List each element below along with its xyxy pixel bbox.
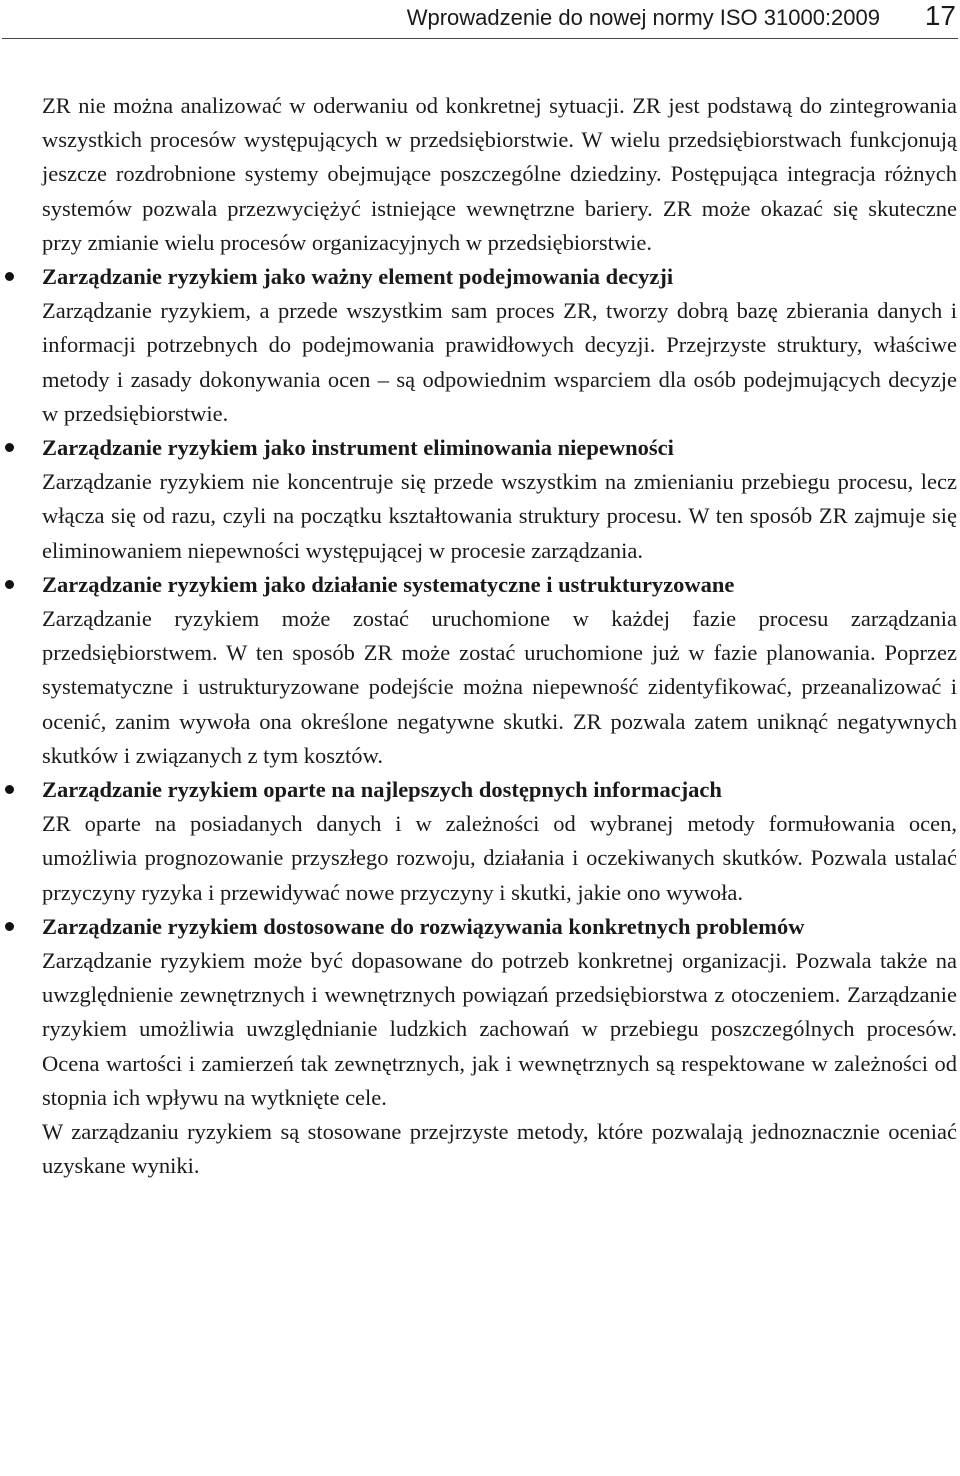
running-header <box>0 0 960 40</box>
page-number: 17 <box>924 0 956 31</box>
bullet-heading: Zarządzanie ryzykiem jako działanie systematyczne i ustrukturyzowane <box>42 571 735 597</box>
bullet-icon <box>5 272 14 281</box>
bullet-icon <box>5 922 14 931</box>
bullet-icon <box>5 785 14 794</box>
bullet-heading: Zarządzanie ryzykiem dostosowane do rozwiązywania konkretnych problemów <box>42 913 805 939</box>
bullet-item-uncertainty <box>42 431 957 568</box>
bullet-item-best-information <box>42 773 957 910</box>
bullet-body: ZR oparte na posiadanych danych i w zależności od wybranej metody formułowania ocen, umożliwia prognozowanie przyszłego rozwoju, działania i oczekiwanych skutków. Pozwala ustalać przyczyny ryzyka i przewidywać nowe przyczyny i skutki, jakie ono wywoła. <box>42 811 957 905</box>
bullet-icon <box>5 443 14 452</box>
bullet-body: Zarządzanie ryzykiem może zostać uruchomione w każdej fazie procesu zarządzania przedsiębiorstwem. W ten sposób ZR może zostać uruchomione już w fazie planowania. Poprzez systematyczne i ustrukturyzowane podejście można niepewność zidentyfikować, przeanalizować i ocenić, zanim wywoła ona określone negatywne skutki. ZR pozwala zatem uniknąć negatywnych skutków i związanych z tym kosztów. <box>42 606 957 768</box>
body-text <box>42 89 957 1184</box>
bullet-item-systematic <box>42 568 957 773</box>
bullet-body: Zarządzanie ryzykiem może być dopasowane do potrzeb konkretnej organizacji. Pozwala także na uwzględnienie zewnętrznych i wewnętrznych powiązań przedsiębiorstwa z otoczeniem. Zarządzanie ryzykiem umożliwia uwzględnianie ludzkich zachowań w przebiegu poszczególnych procesów. Ocena wartości i zamierzeń tak zewnętrznych, jak i wewnętrznych są respektowane w zależności od stopnia ich wpływu na wytknięte cele. <box>42 948 957 1110</box>
header-rule <box>2 38 958 39</box>
bullet-icon <box>5 580 14 589</box>
bullet-heading: Zarządzanie ryzykiem oparte na najlepszych dostępnych informacjach <box>42 777 722 803</box>
bullet-body: Zarządzanie ryzykiem nie koncentruje się przede wszystkim na zmienianiu przebiegu procesu, lecz włącza się od razu, czyli na początku kształtowania struktury procesu. W ten sposób ZR zajmuje się eliminowaniem niepewności występującej w procesie zarządzania. <box>42 469 957 563</box>
bullet-heading: Zarządzanie ryzykiem jako ważny element podejmowania decyzji <box>42 264 674 290</box>
bullet-body: Zarządzanie ryzykiem, a przede wszystkim sam proces ZR, tworzy dobrą bazę zbierania danych i informacji potrzebnych do podejmowania prawidłowych decyzji. Przejrzyste struktury, właściwe metody i zasady dokonywania ocen – są odpowiednim wsparciem dla osób podejmujących decyzje w przedsiębiorstwie. <box>42 298 957 426</box>
closing-paragraph: W zarządzaniu ryzykiem są stosowane przejrzyste metody, które pozwalają jednoznacznie oceniać uzyskane wyniki. <box>42 1119 957 1179</box>
bullet-item-decisions <box>42 260 957 431</box>
running-header-title: Wprowadzenie do nowej normy ISO 31000:2009 <box>406 5 880 30</box>
bullet-item-tailored <box>42 910 957 1115</box>
bullet-heading: Zarządzanie ryzykiem jako instrument eliminowania niepewności <box>42 435 674 461</box>
intro-paragraph: ZR nie można analizować w oderwaniu od konkretnej sytuacji. ZR jest podstawą do zintegrowania wszystkich procesów występujących w przedsiębiorstwie. W wielu przedsiębiorstwach funkcjonują jeszcze rozdrobnione systemy obejmujące poszczególne dziedziny. Postępująca integracja różnych systemów pozwala przezwyciężyć istniejące wewnętrzne bariery. ZR może okazać się skuteczne przy zmianie wielu procesów organizacyjnych w przedsiębiorstwie. <box>42 93 957 255</box>
